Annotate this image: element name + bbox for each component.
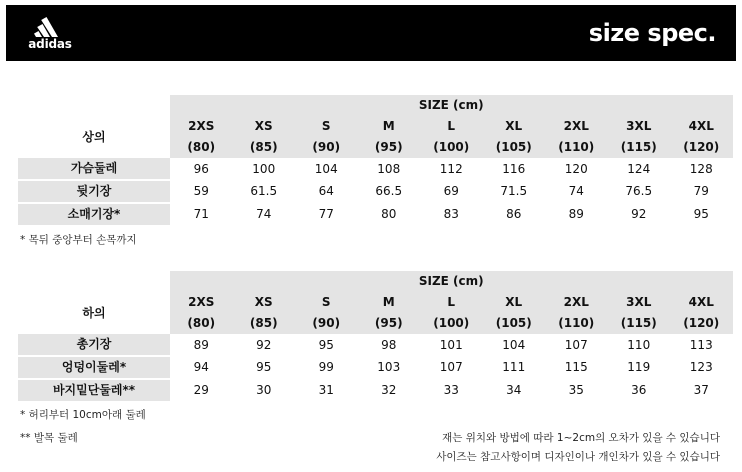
size-label: 4XL [670,116,733,137]
size-label: XL [483,116,546,137]
value-cell: 128 [689,161,713,176]
value-cell: 111 [502,360,526,374]
value-cell: 86 [506,207,522,221]
measurement-row [18,379,733,402]
bottoms-size-table [18,271,733,403]
value-cell: 71.5 [500,184,528,198]
measurement-label: 소매기장* [18,203,170,226]
value-cell: 103 [377,360,401,374]
value-cell: 37 [693,383,709,397]
value-cell: 74 [568,184,584,198]
measurement-row [18,180,733,203]
value-cell: 71 [193,207,209,221]
value-cell: 77 [318,207,334,221]
size-label: XS [233,292,296,313]
value-cell: 36 [631,383,647,397]
size-code: (95) [358,137,421,158]
header-banner [6,5,736,61]
value-cell: 107 [439,360,463,374]
size-label: 4XL [670,292,733,313]
category-label: 하의 [82,305,106,320]
value-cell: 76.5 [625,184,653,198]
value-cell: 115 [564,360,588,374]
value-cell: 94 [193,360,209,374]
value-cell: 100 [252,161,276,176]
size-label: 2XS [170,292,233,313]
value-cell: 33 [443,383,459,397]
size-code: (110) [545,313,608,334]
size-label: XS [233,116,296,137]
value-cell: 74 [256,207,272,221]
size-code: (90) [295,313,358,334]
measurement-row [18,203,733,226]
value-cell: 123 [689,360,713,374]
value-cell: 34 [506,383,522,397]
value-cell: 108 [377,161,401,176]
size-label: L [420,116,483,137]
size-label: 3XL [608,292,671,313]
value-cell: 110 [627,337,651,352]
empty-cell [18,95,170,116]
value-cell: 104 [314,161,338,176]
measurement-row [18,356,733,379]
value-cell: 95 [256,360,272,374]
value-cell: 32 [381,383,397,397]
value-cell: 69 [443,184,459,198]
value-cell: 66.5 [375,184,403,198]
value-cell: 29 [193,383,209,397]
size-code: (120) [670,313,733,334]
tops-size-table [18,95,733,227]
size-label: S [295,292,358,313]
value-cell: 99 [318,360,334,374]
bottoms-footnote-hip: * 허리부터 10cm아래 둘레 [20,409,146,421]
value-cell: 89 [568,207,584,221]
bottoms-footnote-hem: ** 발목 둘레 [20,432,78,444]
measurement-label: 가슴둘레 [18,158,170,180]
measurement-label: 총기장 [18,334,170,356]
adidas-three-stripes-icon [20,15,80,39]
size-label: M [358,292,421,313]
value-cell: 31 [318,383,334,397]
size-label: XL [483,292,546,313]
size-unit-header: SIZE (cm) [170,271,733,292]
size-code: (120) [670,137,733,158]
size-title-row [18,95,733,116]
size-code: (115) [608,137,671,158]
measurement-label: 엉덩이둘레* [18,356,170,379]
size-label: 3XL [608,116,671,137]
page-title: size spec. [588,19,716,47]
value-cell: 124 [627,161,651,176]
size-label: 2XL [545,116,608,137]
value-cell: 95 [693,207,709,221]
disclaimer-line-1: 재는 위치와 방법에 따라 1~2cm의 오차가 있을 수 있습니다 [442,432,720,444]
value-cell: 101 [439,337,463,352]
value-cell: 96 [193,161,209,176]
value-cell: 113 [689,337,713,352]
size-code: (115) [608,313,671,334]
value-cell: 92 [631,207,647,221]
measurement-label: 뒷기장 [18,180,170,203]
value-cell: 80 [381,207,397,221]
value-cell: 98 [381,337,397,352]
value-cell: 64 [318,184,334,198]
size-code: (85) [233,313,296,334]
disclaimer-line-2: 사이즈는 참고사항이며 디자인이나 개인차가 있을 수 있습니다 [436,451,720,463]
value-cell: 30 [256,383,272,397]
size-title-row [18,271,733,292]
size-code: (105) [483,313,546,334]
value-cell: 59 [193,184,209,198]
size-code: (90) [295,137,358,158]
value-cell: 83 [443,207,459,221]
measurement-label: 바지밑단둘레** [18,379,170,402]
value-cell: 116 [502,161,526,176]
value-cell: 89 [193,337,209,352]
category-label: 상의 [82,129,106,144]
size-unit-header: SIZE (cm) [170,95,733,116]
value-cell: 104 [502,337,526,352]
empty-cell [18,271,170,292]
value-cell: 112 [439,161,463,176]
value-cell: 35 [568,383,584,397]
size-code: (80) [170,137,233,158]
size-label: S [295,116,358,137]
value-cell: 61.5 [250,184,278,198]
value-cell: 92 [256,337,272,352]
size-code: (85) [233,137,296,158]
size-code: (95) [358,313,421,334]
value-cell: 120 [564,161,588,176]
measurement-row [18,334,733,356]
adidas-logo [20,15,80,55]
size-letter-row [18,292,733,313]
tops-footnote: * 목뒤 중앙부터 손목까지 [20,234,137,246]
size-label: L [420,292,483,313]
size-code: (100) [420,313,483,334]
size-code: (110) [545,137,608,158]
size-label: M [358,116,421,137]
size-code: (100) [420,137,483,158]
logo-wordmark: adidas [28,37,72,51]
value-cell: 79 [693,184,709,198]
value-cell: 119 [627,360,651,374]
size-letter-row [18,116,733,137]
value-cell: 95 [318,337,334,352]
size-code: (105) [483,137,546,158]
size-label: 2XS [170,116,233,137]
value-cell: 107 [564,337,588,352]
measurement-row [18,158,733,180]
size-label: 2XL [545,292,608,313]
size-code: (80) [170,313,233,334]
